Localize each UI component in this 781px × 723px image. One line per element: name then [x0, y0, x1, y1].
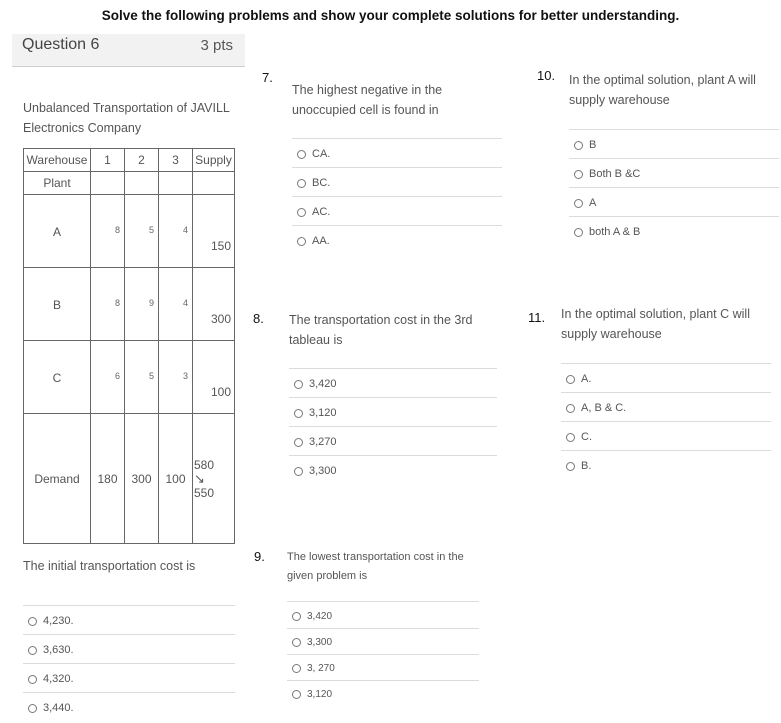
demand-value: 100 — [159, 414, 193, 544]
demand-label: Demand — [24, 414, 91, 544]
plant-label: A — [24, 195, 91, 268]
plant-header: Plant — [24, 172, 91, 195]
option-label: 3,420 — [307, 611, 333, 622]
divider — [569, 187, 779, 188]
option-radio[interactable] — [574, 226, 640, 238]
cost-cell: 5 — [125, 341, 159, 414]
radio-icon[interactable] — [294, 467, 303, 476]
option-label: AC. — [312, 206, 331, 218]
divider — [289, 426, 497, 427]
option-radio[interactable] — [574, 139, 596, 151]
radio-icon[interactable] — [28, 704, 37, 713]
q11-question-text — [561, 304, 750, 344]
option-radio[interactable] — [292, 689, 332, 700]
divider — [292, 138, 502, 139]
question-line: In the optimal solution, plant A will — [569, 73, 756, 87]
divider — [569, 216, 779, 217]
plant-label: B — [24, 268, 91, 341]
table-corner-warehouse: Warehouse — [24, 149, 91, 172]
divider — [23, 692, 235, 693]
option-label: 3,440. — [43, 702, 74, 714]
radio-icon[interactable] — [566, 404, 575, 413]
option-label: 3,420 — [309, 378, 337, 390]
option-radio[interactable] — [294, 407, 337, 419]
empty-cell — [159, 172, 193, 195]
radio-icon[interactable] — [294, 438, 303, 447]
question-line: The transportation cost in the 3rd — [289, 313, 473, 327]
cost-cell: 4 — [159, 268, 193, 341]
divider — [287, 601, 479, 602]
option-label: B. — [581, 460, 592, 472]
radio-icon[interactable] — [574, 170, 583, 179]
option-radio[interactable] — [294, 465, 337, 477]
q10-number: 10. — [537, 68, 556, 83]
question-line: given problem is — [287, 570, 368, 582]
option-radio[interactable] — [292, 611, 332, 622]
divider — [23, 663, 235, 664]
option-label: both A & B — [589, 226, 641, 238]
option-label: 3,120 — [307, 689, 333, 700]
divider — [292, 167, 502, 168]
radio-icon[interactable] — [297, 208, 306, 217]
option-radio[interactable] — [297, 148, 330, 160]
option-radio[interactable] — [294, 378, 337, 390]
option-label: BC. — [312, 177, 331, 189]
radio-icon[interactable] — [28, 617, 37, 626]
page-header: Solve the following problems and show your complete solutions for better understanding. — [101, 8, 680, 23]
question-line: unoccupied cell is found in — [292, 103, 439, 117]
radio-icon[interactable] — [566, 462, 575, 471]
radio-icon[interactable] — [297, 150, 306, 159]
table-row — [24, 195, 235, 268]
radio-icon[interactable] — [297, 179, 306, 188]
question-points: 3 pts — [200, 37, 233, 54]
option-label: AA. — [312, 235, 330, 247]
transportation-table — [23, 148, 235, 544]
option-label: Both B &C — [589, 168, 641, 180]
q6-question-text: The initial transportation cost is — [23, 559, 196, 573]
total-demand: 550 — [194, 485, 215, 500]
option-label: 3,630. — [43, 644, 74, 656]
cost-cell: 4 — [159, 195, 193, 268]
divider — [23, 605, 235, 606]
option-label: 4,230. — [43, 615, 74, 627]
q7-number: 7. — [262, 70, 273, 85]
table-row — [24, 268, 235, 341]
divider — [289, 455, 497, 456]
option-radio[interactable] — [28, 673, 74, 685]
supply-cell: 150 — [193, 195, 235, 268]
question-line: supply warehouse — [569, 93, 670, 107]
option-label: 3,300 — [309, 465, 337, 477]
demand-row — [24, 414, 235, 544]
divider — [561, 421, 771, 422]
option-label: 3, 270 — [307, 663, 335, 674]
question-title: Question 6 — [22, 36, 100, 53]
option-radio[interactable] — [294, 436, 337, 448]
supply-cell: 300 — [193, 268, 235, 341]
question-line: supply warehouse — [561, 327, 662, 341]
q9-question-text — [287, 548, 464, 586]
option-radio[interactable] — [28, 615, 74, 627]
radio-icon[interactable] — [574, 141, 583, 150]
option-radio[interactable] — [566, 402, 626, 414]
divider — [287, 628, 479, 629]
column-header: 1 — [91, 149, 125, 172]
radio-icon[interactable] — [292, 664, 301, 673]
divider — [289, 368, 497, 369]
option-radio[interactable] — [566, 431, 592, 443]
cost-cell: 6 — [91, 341, 125, 414]
arrow-icon: ↘ — [194, 470, 205, 486]
demand-value: 180 — [91, 414, 125, 544]
question-line: The highest negative in the — [292, 83, 443, 97]
option-label: 3,300 — [307, 637, 333, 648]
radio-icon[interactable] — [292, 638, 301, 647]
plant-label: C — [24, 341, 91, 414]
empty-cell — [125, 172, 159, 195]
problem-title — [23, 98, 230, 138]
radio-icon[interactable] — [574, 199, 583, 208]
divider — [292, 225, 502, 226]
option-label: A. — [581, 373, 592, 385]
supply-cell: 100 — [193, 341, 235, 414]
q9-number: 9. — [254, 549, 265, 564]
option-radio[interactable] — [297, 206, 330, 218]
column-header: 3 — [159, 149, 193, 172]
column-header: 2 — [125, 149, 159, 172]
divider — [287, 680, 479, 681]
q7-question-text — [292, 80, 442, 120]
radio-icon[interactable] — [292, 612, 301, 621]
option-radio[interactable] — [566, 373, 591, 385]
total-supply: 580 — [194, 457, 215, 472]
option-radio[interactable] — [574, 168, 640, 180]
cost-cell: 3 — [159, 341, 193, 414]
divider — [561, 363, 771, 364]
question-line: The lowest transportation cost in the — [287, 551, 464, 563]
radio-icon[interactable] — [574, 228, 583, 237]
option-radio[interactable] — [574, 197, 596, 209]
option-radio[interactable] — [297, 177, 330, 189]
divider — [287, 654, 479, 655]
cost-cell: 5 — [125, 195, 159, 268]
cost-cell: 8 — [91, 268, 125, 341]
option-label: A — [589, 197, 597, 209]
empty-cell — [91, 172, 125, 195]
q11-number: 11. — [528, 310, 546, 325]
option-label: C. — [581, 431, 592, 443]
option-radio[interactable] — [292, 663, 335, 674]
option-radio[interactable] — [292, 637, 332, 648]
radio-icon[interactable] — [294, 380, 303, 389]
radio-icon[interactable] — [292, 690, 301, 699]
question-header — [12, 34, 245, 67]
cost-cell: 8 — [91, 195, 125, 268]
table-row — [24, 341, 235, 414]
q8-question-text — [289, 310, 472, 350]
question-line: tableau is — [289, 333, 343, 347]
option-radio[interactable] — [297, 235, 330, 247]
problem-title-line: Electronics Company — [23, 121, 142, 135]
radio-icon[interactable] — [28, 646, 37, 655]
option-radio[interactable] — [28, 702, 74, 714]
option-radio[interactable] — [28, 644, 74, 656]
option-label: 3,120 — [309, 407, 337, 419]
radio-icon[interactable] — [566, 375, 575, 384]
cost-cell: 9 — [125, 268, 159, 341]
q8-number: 8. — [253, 311, 264, 326]
radio-icon[interactable] — [28, 675, 37, 684]
empty-cell — [193, 172, 235, 195]
option-label: 3,270 — [309, 436, 337, 448]
option-label: CA. — [312, 148, 331, 160]
divider — [23, 634, 235, 635]
divider — [292, 196, 502, 197]
q10-question-text — [569, 70, 756, 110]
divider — [561, 450, 771, 451]
divider — [289, 397, 497, 398]
demand-value: 300 — [125, 414, 159, 544]
problem-title-line: Unbalanced Transportation of JAVILL — [23, 101, 230, 115]
radio-icon[interactable] — [566, 433, 575, 442]
divider — [569, 158, 779, 159]
option-label: 4,320. — [43, 673, 74, 685]
question-line: In the optimal solution, plant C will — [561, 307, 750, 321]
totals-cell — [193, 414, 235, 544]
divider — [561, 392, 771, 393]
divider — [569, 129, 779, 130]
supply-header: Supply — [193, 149, 235, 172]
option-label: B — [589, 139, 597, 151]
radio-icon[interactable] — [294, 409, 303, 418]
radio-icon[interactable] — [297, 237, 306, 246]
option-radio[interactable] — [566, 460, 591, 472]
option-label: A, B & C. — [581, 402, 627, 414]
